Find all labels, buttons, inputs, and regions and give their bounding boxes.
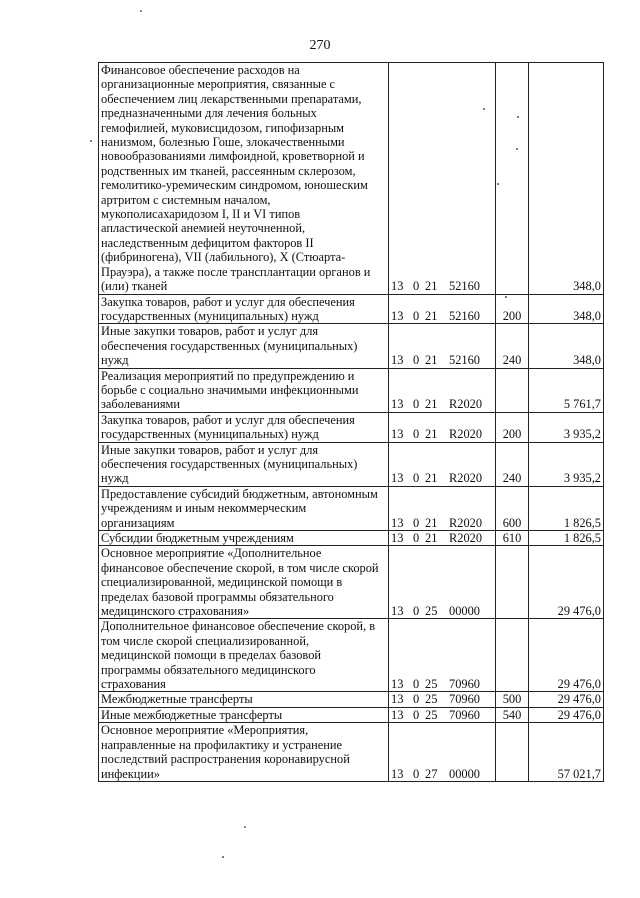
code-part-c1: 13 (391, 766, 404, 781)
row-name-line: предназначенными для лечения больных (101, 106, 317, 121)
row-name-line: Основное мероприятие «Мероприятия, (101, 723, 309, 738)
row-name-line: страхования (101, 677, 166, 692)
row-expense-type: 600 (496, 486, 529, 530)
table-row (99, 619, 604, 692)
code-part-c2: 0 (413, 427, 420, 442)
code-part-c3: 21 (425, 353, 438, 368)
code-part-c4: 70960 (449, 707, 480, 722)
row-amount: 29 476,0 (529, 619, 604, 692)
code-part-c1: 13 (391, 353, 404, 368)
code-part-c1: 13 (391, 692, 404, 707)
code-part-c4: 70960 (449, 677, 480, 692)
code-part-c3: 21 (425, 397, 438, 412)
code-part-c3: 21 (425, 279, 438, 294)
code-part-c3: 21 (425, 515, 438, 530)
code-part-c4: R2020 (449, 397, 483, 412)
code-part-c1: 13 (391, 471, 404, 486)
row-amount: 3 935,2 (529, 412, 604, 442)
code-part-c4: R2020 (449, 471, 483, 486)
code-part-c2: 0 (413, 677, 420, 692)
row-name-line: гемолитико-уремическим синдромом, юношеским (101, 178, 368, 193)
row-code (389, 324, 496, 368)
table-row (99, 707, 604, 722)
row-name-line: Прауэра), а также после трансплантации органов и (101, 264, 371, 279)
row-name (99, 294, 389, 324)
row-name (99, 63, 389, 295)
row-name (99, 368, 389, 412)
code-part-c2: 0 (413, 604, 420, 619)
code-part-c3: 25 (425, 677, 438, 692)
scan-speck (90, 140, 92, 142)
row-name-line: пределах базовой программы обязательного (101, 589, 334, 604)
code-part-c1: 13 (391, 531, 404, 545)
row-name-line: Реализация мероприятий по предупреждению и (101, 368, 355, 383)
row-amount: 29 476,0 (529, 546, 604, 619)
budget-table-body (99, 63, 604, 782)
code-part-c2: 0 (413, 692, 420, 707)
row-code (389, 692, 496, 707)
row-name-line: родственных им тканей, рассеянным склерозом, (101, 163, 356, 178)
row-name-line: Субсидии бюджетным учреждениям (101, 531, 294, 545)
row-code (389, 412, 496, 442)
code-part-c1: 13 (391, 604, 404, 619)
row-name-line: нужд (101, 353, 129, 368)
code-part-c2: 0 (413, 531, 420, 545)
code-part-c3: 21 (425, 427, 438, 442)
row-name (99, 619, 389, 692)
code-part-c3: 21 (425, 471, 438, 486)
table-row (99, 412, 604, 442)
row-name-line: заболеваниями (101, 397, 181, 412)
row-code (389, 546, 496, 619)
row-expense-type: 540 (496, 707, 529, 722)
code-part-c3: 25 (425, 707, 438, 722)
code-part-c2: 0 (413, 766, 420, 781)
code-part-c1: 13 (391, 707, 404, 722)
code-part-c4: 00000 (449, 604, 480, 619)
table-row (99, 723, 604, 782)
scan-speck (516, 148, 518, 150)
code-part-c4: 00000 (449, 766, 480, 781)
code-part-c4: 70960 (449, 692, 480, 707)
row-name (99, 546, 389, 619)
row-code (389, 723, 496, 782)
row-expense-type (496, 546, 529, 619)
row-name-line: Иные межбюджетные трансферты (101, 707, 283, 722)
row-name (99, 412, 389, 442)
row-name-line: Иные закупки товаров, работ и услуг для (101, 324, 319, 339)
row-name-line: нанизмом, болезнью Гоше, злокачественными (101, 135, 345, 150)
row-name-line: государственных (муниципальных) нужд (101, 308, 319, 323)
code-part-c4: R2020 (449, 515, 483, 530)
row-expense-type: 610 (496, 531, 529, 546)
row-name-line: артритом с системным началом, (101, 192, 271, 207)
table-row (99, 442, 604, 486)
scan-speck (222, 856, 224, 858)
row-name-line: организационные мероприятия, связанные с (101, 77, 336, 92)
row-name-line: учреждениям и иным некоммерческим (101, 501, 307, 516)
scan-speck (517, 116, 519, 118)
row-name-line: новообразованиями лимфоидной, кроветворной и (101, 149, 365, 164)
row-name-line: программы обязательного медицинского (101, 662, 316, 677)
code-part-c2: 0 (413, 353, 420, 368)
row-amount: 348,0 (529, 294, 604, 324)
table-row (99, 531, 604, 546)
row-name-line: Основное мероприятие «Дополнительное (101, 546, 322, 561)
code-part-c3: 25 (425, 692, 438, 707)
page-number: 270 (309, 38, 331, 53)
scan-speck (140, 10, 142, 12)
row-name-line: гемофилией, муковисцидозом, гипофизарным (101, 120, 345, 135)
row-code (389, 368, 496, 412)
code-part-c2: 0 (413, 515, 420, 530)
code-part-c3: 25 (425, 604, 438, 619)
code-part-c3: 21 (425, 531, 438, 545)
row-expense-type (496, 63, 529, 295)
row-name-line: направленные на профилактику и устранение (101, 737, 343, 752)
code-part-c3: 21 (425, 308, 438, 323)
row-name-line: обеспечения государственных (муниципальных) (101, 338, 358, 353)
code-part-c2: 0 (413, 308, 420, 323)
code-part-c2: 0 (413, 279, 420, 294)
scan-speck (497, 183, 499, 185)
row-name-line: Межбюджетные трансферты (101, 692, 253, 707)
code-part-c4: R2020 (449, 427, 483, 442)
code-part-c2: 0 (413, 471, 420, 486)
row-code (389, 63, 496, 295)
row-name-line: Финансовое обеспечение расходов на (101, 63, 300, 77)
row-name (99, 442, 389, 486)
row-name-line: организациям (101, 515, 175, 530)
row-expense-type: 240 (496, 324, 529, 368)
table-row (99, 486, 604, 530)
row-name-line: мукополисахаридозом I, II и VI типов (101, 207, 301, 222)
table-row (99, 294, 604, 324)
table-row (99, 324, 604, 368)
row-expense-type: 200 (496, 294, 529, 324)
code-part-c1: 13 (391, 677, 404, 692)
row-name (99, 486, 389, 530)
row-name-line: инфекции» (101, 766, 160, 781)
row-expense-type: 240 (496, 442, 529, 486)
row-amount: 57 021,7 (529, 723, 604, 782)
code-part-c1: 13 (391, 515, 404, 530)
row-name (99, 707, 389, 722)
row-name-line: Предоставление субсидий бюджетным, автономным (101, 486, 378, 501)
row-code (389, 442, 496, 486)
row-name (99, 531, 389, 546)
row-amount: 29 476,0 (529, 692, 604, 707)
row-name-line: нужд (101, 471, 129, 486)
row-name-line: Закупка товаров, работ и услуг для обеспечения (101, 412, 355, 427)
row-name-line: последствий распространения коронавирусной (101, 752, 350, 767)
row-amount: 1 826,5 (529, 486, 604, 530)
row-code (389, 619, 496, 692)
row-name-line: борьбе с социально значимыми инфекционными (101, 382, 359, 397)
row-name (99, 324, 389, 368)
row-name-line: (или) тканей (101, 279, 168, 294)
table-row (99, 368, 604, 412)
code-part-c4: R2020 (449, 531, 483, 545)
row-code (389, 531, 496, 546)
row-name (99, 723, 389, 782)
row-name-line: апластической анемией неуточненной, (101, 221, 306, 236)
row-expense-type (496, 723, 529, 782)
code-part-c2: 0 (413, 707, 420, 722)
row-name-line: (фибриногена), VII (лабильного), X (Стюарта- (101, 250, 346, 265)
row-code (389, 294, 496, 324)
code-part-c1: 13 (391, 397, 404, 412)
row-name-line: медицинского страхования» (101, 604, 250, 619)
row-expense-type (496, 368, 529, 412)
row-name-line: наследственным дефицитом факторов II (101, 235, 314, 250)
row-code (389, 486, 496, 530)
budget-table (98, 62, 604, 782)
code-part-c1: 13 (391, 427, 404, 442)
row-name-line: медицинской помощи в пределах базовой (101, 648, 322, 663)
scan-speck (483, 108, 485, 110)
row-code (389, 707, 496, 722)
code-part-c2: 0 (413, 397, 420, 412)
row-name (99, 692, 389, 707)
row-amount: 29 476,0 (529, 707, 604, 722)
code-part-c4: 52160 (449, 353, 480, 368)
row-amount: 348,0 (529, 63, 604, 295)
row-name-line: государственных (муниципальных) нужд (101, 427, 319, 442)
row-name-line: финансовое обеспечение скорой, в том числе скорой (101, 560, 379, 575)
table-row (99, 546, 604, 619)
row-name-line: обеспечением лиц лекарственными препаратами, (101, 91, 362, 106)
row-name-line: Дополнительное финансовое обеспечение скорой, в (101, 619, 376, 634)
row-expense-type: 200 (496, 412, 529, 442)
row-name-line: Закупка товаров, работ и услуг для обеспечения (101, 294, 355, 309)
row-name-line: специализированной, медицинской помощи в (101, 575, 343, 590)
scan-speck (505, 296, 507, 298)
row-name-line: том числе скорой специализированной, (101, 633, 310, 648)
row-amount: 348,0 (529, 324, 604, 368)
row-name-line: обеспечения государственных (муниципальных) (101, 456, 358, 471)
code-part-c3: 27 (425, 766, 438, 781)
code-part-c1: 13 (391, 279, 404, 294)
code-part-c4: 52160 (449, 308, 480, 323)
scan-speck (244, 826, 246, 828)
code-part-c4: 52160 (449, 279, 480, 294)
table-row (99, 692, 604, 707)
row-amount: 5 761,7 (529, 368, 604, 412)
row-amount: 1 826,5 (529, 531, 604, 546)
row-name-line: Иные закупки товаров, работ и услуг для (101, 442, 319, 457)
table-row (99, 63, 604, 295)
row-expense-type (496, 619, 529, 692)
row-amount: 3 935,2 (529, 442, 604, 486)
row-expense-type: 500 (496, 692, 529, 707)
code-part-c1: 13 (391, 308, 404, 323)
